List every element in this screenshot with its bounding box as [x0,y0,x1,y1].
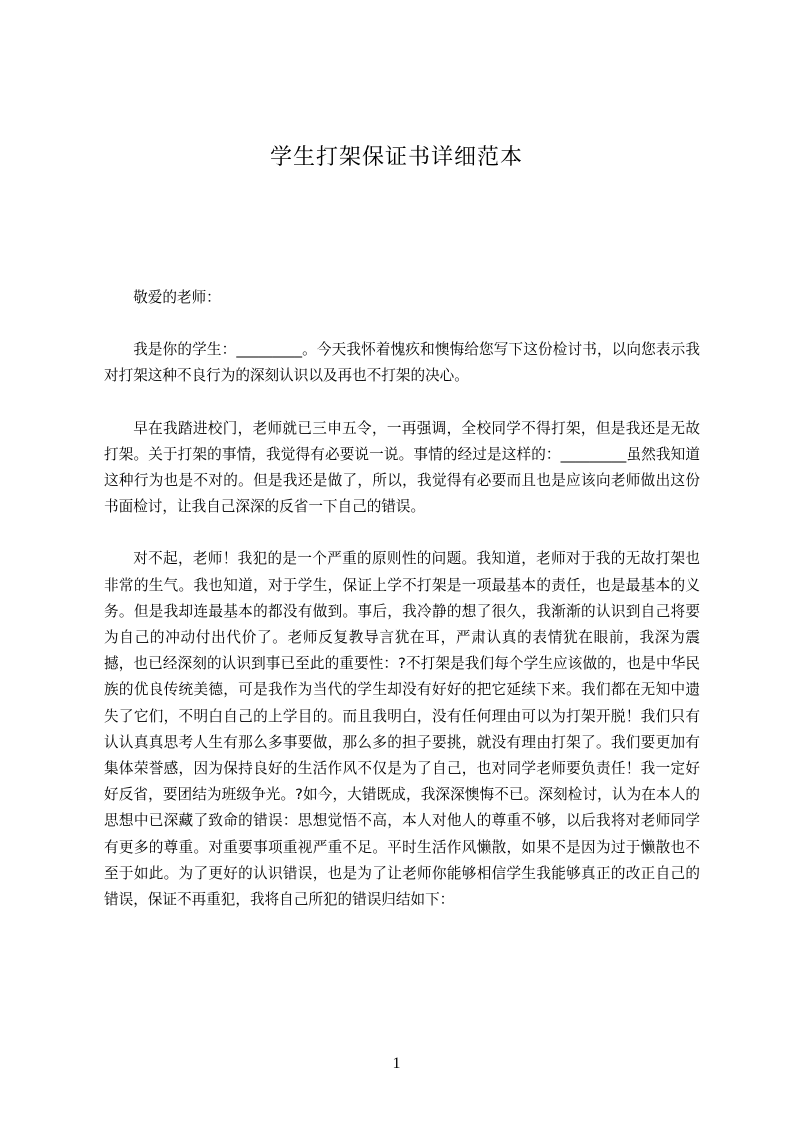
document-title: 学生打架保证书详细范本 [269,145,523,170]
salutation: 敬爱的老师： [133,289,221,306]
paragraph-2: 早在我踏进校门，老师就已三申五令，一再强调，全校同学不得打架，但是我还是无故打架。关于打架的事情，我觉得有必要说一说。事情的经过是这样的：_________虽然我知道这种行为也是不对的。但是我还是做了，所以，我觉得有必要而且也是应该向老师做出这份书面检讨，让我自己深深的反省一下自己的错误。 [104,419,700,516]
paragraph-1: 我是你的学生：_________。今天我怀着愧疚和懊悔给您写下这份检讨书，以向您表示我对打架这种不良行为的深刻认识以及再也不打架的决心。 [104,341,700,385]
paragraph-3: 对不起，老师！我犯的是一个严重的原则性的问题。我知道，老师对于我的无故打架也非常的生气。我也知道，对于学生，保证上学不打架是一项最基本的责任，也是最基本的义务。但是我却连最基本的都没有做到。事后，我冷静的想了很久，我渐渐的认识到自己将要为自己的冲动付出代价了。老师反复教导言犹在耳，严肃认真的表情犹在眼前，我深为震撼，也已经深刻的认识到事已至此的重要性：?不打架是我们每个学生应该做的，也是中华民族的优良传统美德，可是我作为当代的学生却没有好好的把它延续下来。我们都在无知中遗失了它们，不明白自己的上学目的。而且我明白，没有任何理由可以为打架开脱！我们只有认认真真思考人生有那么多事要做，那么多的担子要挑，就没有理由打架了。我们要更加有集体荣誉感，因为保持良好的生活作风不仅是为了自己，也对同学老师要负责任！我一定好好反省，要团结为班级争光。?如今，大错既成，我深深懊悔不已。深刻检讨，认为在本人的思想中已深藏了致命的错误：思想觉悟不高，本人对他人的尊重不够，以后我将对老师同学有更多的尊重。对重要事项重视严重不足。平时生活作风懒散，如果不是因为过于懒散也不至于如此。为了更好的认识错误，也是为了让老师你能够相信学生我能够真正的改正自己的错误，保证不再重犯，我将自己所犯的错误归结如下： [104,550,700,909]
document-body [104,285,700,939]
page-number: 1 [392,1055,401,1072]
